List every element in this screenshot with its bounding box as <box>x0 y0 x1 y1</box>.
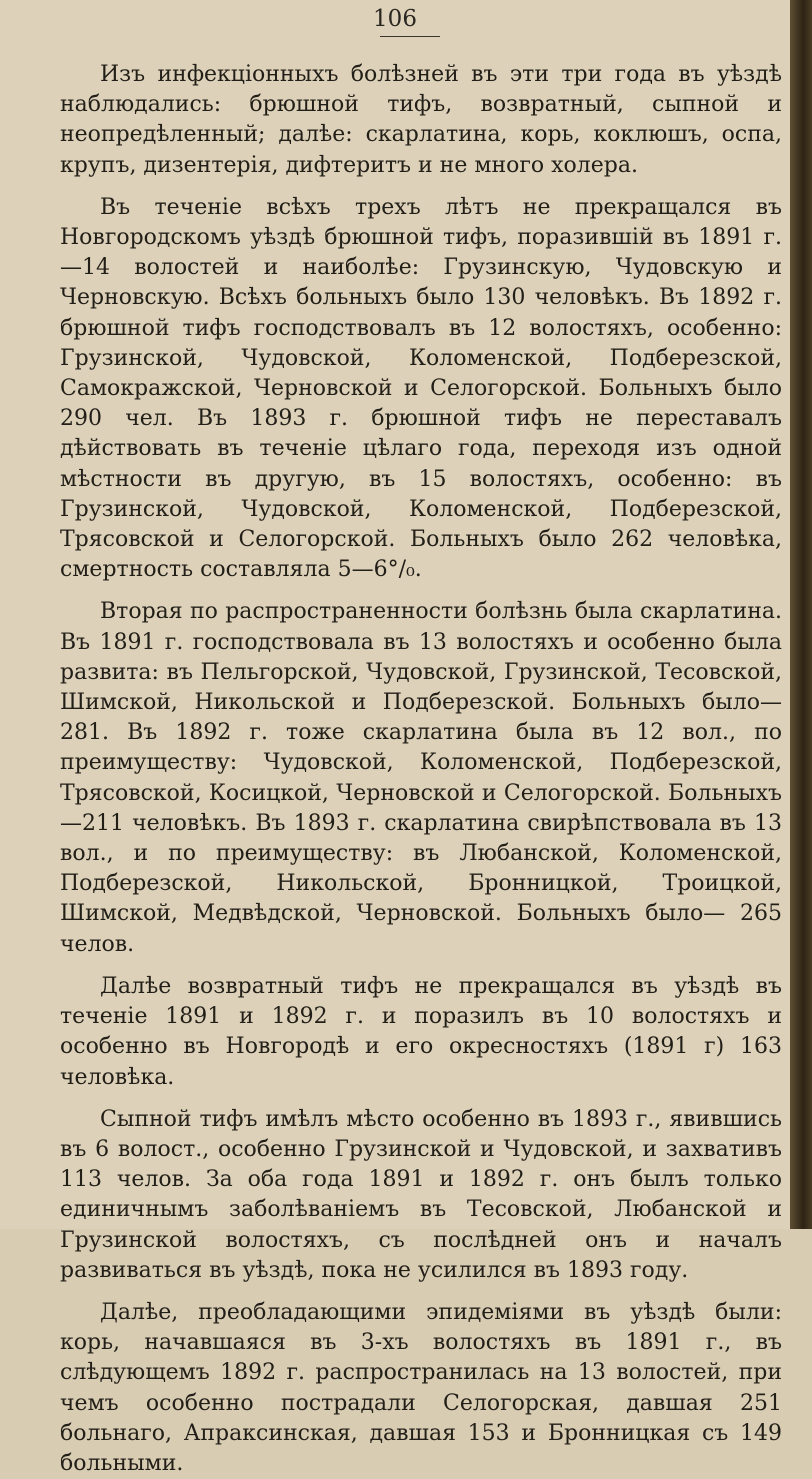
paragraph-scarlet-fever: Вторая по распространенности болѣзнь была скарлатина. Въ 1891 г. господствовала въ 13 волостяхъ и особенно была развита: въ Пельгорской, Чудовской, Грузинской, Тесовской, Шимской, Никольской и Подберезской. Больныхъ было—281. Въ 1892 г. тоже скарлатина была въ 12 вол., по преимуществу: Чудовской, Коломенской, Подберезской, Трясовской, Косицкой, Черновской и Селогорской. Больныхъ—211 человѣкъ. Въ 1893 г. скарлатина свирѣпствовала въ 13 вол., и по преимуществу: въ Любанской, Коломенской, Подберезской, Никольской, Бронницкой, Троицкой, Шимской, Медвѣдской, Черновской. Больныхъ было— 265 челов. <box>60 599 782 957</box>
book-spine <box>790 0 812 1229</box>
page-number-underline <box>380 36 440 37</box>
paragraph-typhus: Сыпной тифъ имѣлъ мѣсто особенно въ 1893 г., явившись въ 6 волост., особенно Грузинской и Чудовской, и захвативъ 113 челов. За оба года 1891 и 1892 г. онъ былъ только единичнымъ заболѣваніемъ въ Тесовской, Любанской и Грузинской волостяхъ, съ послѣдней онъ и началъ развиваться въ уѣздѣ, пока не усилился въ 1893 году. <box>60 1106 782 1283</box>
paragraph-typhoid: Въ теченіе всѣхъ трехъ лѣтъ не прекращался въ Новгородскомъ уѣздѣ брюшной тифъ, поразившій въ 1891 г.—14 волостей и наиболѣе: Грузинскую, Чудовскую и Черновскую. Всѣхъ больныхъ было 130 человѣкъ. Въ 1892 г. брюшной тифъ господствовалъ въ 12 волостяхъ, особенно: Грузинской, Чудовской, Коломенской, Подберезской, Самокражской, Черновской и Селогорской. Больныхъ было 290 чел. Въ 1893 г. брюшной тифъ не переставалъ дѣйствовать въ теченіе цѣлаго года, переходя изъ одной мѣстности въ другую, въ 15 волостяхъ, особенно: въ Грузинской, Чудовской, Коломенской, Подберезской, Трясовской и Селогорской. Больныхъ было 262 человѣка, смертность составляла 5—6°/₀. <box>60 194 782 583</box>
paragraph-infectious-diseases: Изъ инфекціонныхъ болѣзней въ эти три года въ уѣздѣ наблюдались: брюшной тифъ, возвратный, сыпной и неопредѣленный; далѣе: скарлатина, корь, коклюшъ, оспа, крупъ, дизентерія, дифтеритъ и не много холера. <box>60 62 782 178</box>
paragraph-relapsing-fever: Далѣе возвратный тифъ не прекращался въ уѣздѣ въ теченіе 1891 и 1892 г. и поразилъ въ 10 волостяхъ и особенно въ Новгородѣ и его окресностяхъ (1891 г) 163 человѣка. <box>60 973 782 1090</box>
page-number: 106 <box>373 6 417 32</box>
paragraph-measles: Далѣе, преобладающими эпидеміями въ уѣздѣ были: корь, начавшаяся въ 3-хъ волостяхъ въ 1891 г., въ слѣдующемъ 1892 г. распространилась на 13 волостей, при чемъ особенно пострадали Селогорская, давшая 251 больнаго, Апраксинская, давшая 153 и Бронницкая съ 149 больными. <box>60 1299 782 1476</box>
body-text <box>60 60 782 1479</box>
